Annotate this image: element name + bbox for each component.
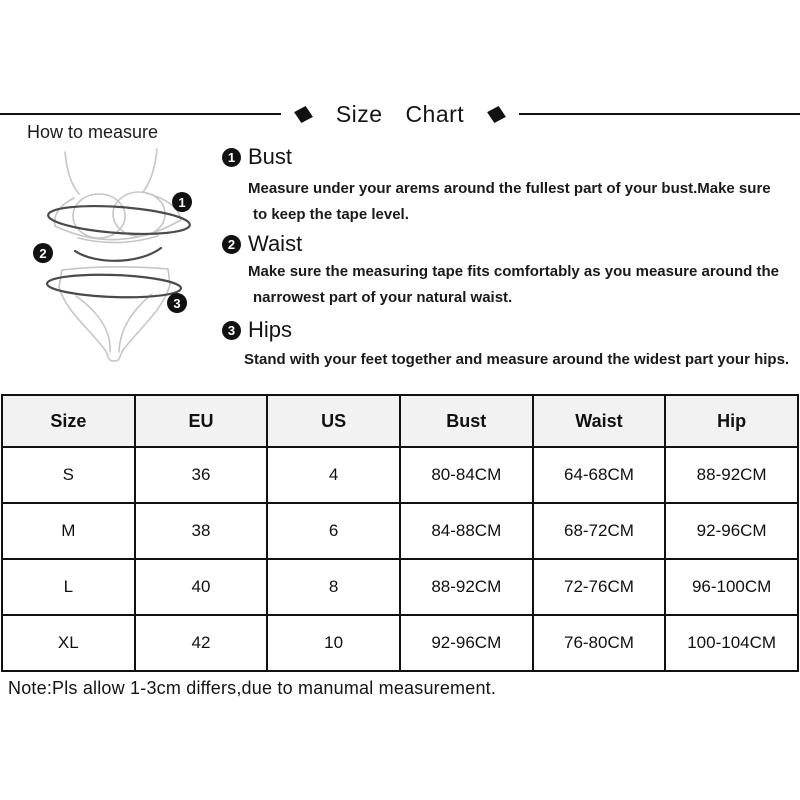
cell-bust: 80-84CM [400,447,533,503]
cell-us: 4 [267,447,400,503]
page-title: Size Chart [335,100,465,127]
table-header-row [2,395,798,447]
waist-tape-line [75,248,161,261]
step-label-bust: Bust [248,144,293,169]
cell-size: M [2,503,135,559]
svg-text:3: 3 [173,296,181,311]
header-rule-left [0,113,281,115]
cell-waist: 72-76CM [533,559,666,615]
step-desc-hips: Stand with your feet together and measure around the widest part your hips. [244,351,790,368]
col-header-bust: Bust [400,395,533,447]
cell-hip: 88-92CM [665,447,798,503]
cell-size: L [2,559,135,615]
col-header-eu: EU [135,395,268,447]
bra-cup-right [113,192,165,236]
svg-text:1: 1 [178,195,186,210]
bra-strap-left [65,152,79,194]
cell-waist: 68-72CM [533,503,666,559]
cell-waist: 64-68CM [533,447,666,503]
step-number-badge: 3 [222,321,241,340]
diamond-icon [487,106,506,123]
col-header-waist: Waist [533,395,666,447]
col-header-size: Size [2,395,135,447]
cell-eu: 40 [135,559,268,615]
step-desc-bust: Measure under your arems around the fullest part of your bust.Make sure to keep the tape level. [248,180,771,224]
header-rule-right [519,113,800,115]
cell-hip: 92-96CM [665,503,798,559]
cell-us: 10 [267,615,400,671]
table-row [2,559,798,615]
step-label-hips: Hips [248,317,293,342]
cell-hip: 100-104CM [665,615,798,671]
bikini-illustration [18,146,223,386]
table-row [2,615,798,671]
step-bust [222,144,797,229]
svg-text:2: 2 [39,246,47,261]
col-header-hip: Hip [665,395,798,447]
cell-bust: 84-88CM [400,503,533,559]
cell-us: 8 [267,559,400,615]
measurement-diagram [18,146,223,386]
diamond-icon [294,106,313,123]
cell-eu: 36 [135,447,268,503]
cell-bust: 88-92CM [400,559,533,615]
step-hips [222,317,797,373]
cell-size: S [2,447,135,503]
col-header-us: US [267,395,400,447]
cell-us: 6 [267,503,400,559]
size-table [1,394,799,672]
diagram-marker-3 [167,293,187,313]
diagram-marker-1 [172,192,192,212]
bra-strap-right [143,149,157,192]
diagram-marker-2 [33,243,53,263]
cell-size: XL [2,615,135,671]
cell-waist: 76-80CM [533,615,666,671]
cell-eu: 42 [135,615,268,671]
step-desc-waist: Make sure the measuring tape fits comfortably as you measure around the narrowest part of your natural waist. [248,263,779,307]
how-to-measure-title: How to measure [27,122,159,142]
step-waist [222,231,797,312]
measurement-note: Note:Pls allow 1-3cm differs,due to manumal measurement. [8,678,497,698]
hip-tape-line [47,273,182,300]
step-label-waist: Waist [248,231,303,256]
step-number-badge: 2 [222,235,241,254]
cell-eu: 38 [135,503,268,559]
cell-bust: 92-96CM [400,615,533,671]
cell-hip: 96-100CM [665,559,798,615]
table-row [2,447,798,503]
step-number-badge: 1 [222,148,241,167]
table-row [2,503,798,559]
